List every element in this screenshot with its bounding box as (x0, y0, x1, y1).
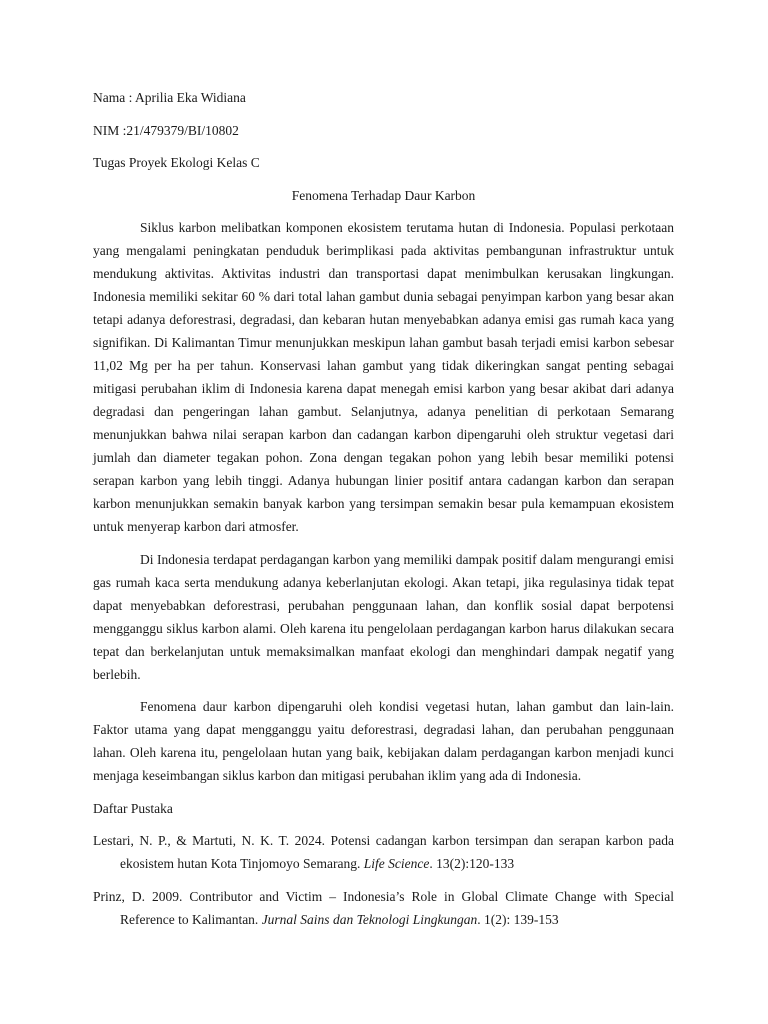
body-paragraph-2: Di Indonesia terdapat perdagangan karbon yang memiliki dampak positif dalam mengurangi emisi gas rumah kaca serta mendukung adanya keberlanjutan ekologi. Akan tetapi, jika regulasinya tidak tepat dapat menyebabkan deforestrasi, perubahan penggunaan lahan, dan konflik sosial dapat berpotensi mengganggu siklus karbon alami. Oleh karena itu pengelolaan perdagangan karbon harus dilakukan secara tepat dan berkelanjutan untuk memaksimalkan manfaat ekologi dan menghindari dampak negatif yang berlebih. (93, 551, 674, 682)
reference-item-2 (93, 885, 674, 931)
student-nim: NIM :21/479379/BI/10802 (93, 122, 239, 138)
reference-1-journal: Life Science (363, 856, 430, 871)
assignment-label: Tugas Proyek Ekologi Kelas C (93, 155, 260, 170)
body-paragraph-1: Siklus karbon melibatkan komponen ekosistem terutama hutan di Indonesia. Populasi perkotaan yang mengalami peningkatan penduduk berimplikasi pada aktivitas pembangunan infrastruktur untuk mendukung aktivitas. Aktivitas industri dan transportasi dapat menimbulkan kerusakan lingkungan. Indonesia memiliki sekitar 60 % dari total lahan gambut dunia sebagai penyimpan karbon yang besar akan tetapi adanya deforestrasi, degradasi, dan kebaran hutan menyebabkan adanya emisi gas rumah kaca yang signifikan. Di Kalimantan Timur menunjukkan meskipun lahan gambut basah terjadi emisi karbon sebesar 11,02 Mg per ha per tahun. Konservasi lahan gambut yang tidak dikeringkan sangat penting sebagai mitigasi perubahan iklim di Indonesia karena dapat menegah emisi karbon yang besar akibat dari adanya degradasi dan pengeringan lahan gambut. Selanjutnya, adanya penelitian di perkotaan Semarang menunjukkan bahwa nilai serapan karbon dan cadangan karbon dipengaruhi oleh struktur vegetasi dari jumlah dan diameter tegakan pohon. Zona dengan tegakan pohon yang lebih besar memiliki potensi serapan karbon yang lebih tinggi. Adanya hubungan linier positif antara cadangan karbon dan serapan karbon menunjukkan semakin banyak karbon yang tersimpan semakin besar pula kemampuan ekosistem untuk menyerap karbon dari atmosfer. (93, 220, 674, 534)
reference-2-authors-title: Prinz, D. 2009. Contributor and Victim – Indonesia’s Role in Global Climate Change with Special Reference to Kalimantan. (93, 888, 674, 927)
student-name: Nama : Aprilia Eka Widiana (93, 90, 246, 105)
reference-2-journal: Jurnal Sains dan Teknologi Lingkungan (261, 911, 478, 927)
body-paragraph-3: Fenomena daur karbon dipengaruhi oleh kondisi vegetasi hutan, lahan gambut dan lain-lain. Faktor utama yang dapat mengganggu yaitu deforestrasi, degradasi lahan, dan perubahan penggunaan lahan. Oleh karena itu, pengelolaan hutan yang baik, kebijakan dalam perdagangan karbon menjadi kunci menjaga keseimbangan siklus karbon dan mitigasi perubahan iklim yang ada di Indonesia. (93, 699, 674, 783)
reference-2-volume: . 1(2): 139-153 (477, 911, 559, 927)
reference-item-1 (93, 829, 674, 875)
reference-1-authors-title: Lestari, N. P., & Martuti, N. K. T. 2024. Potensi cadangan karbon tersimpan dan serapan karbon pada ekosistem hutan Kota Tinjomoyo Semarang. (93, 833, 674, 871)
reference-1-volume: . 13(2):120-133 (429, 856, 515, 871)
references-heading: Daftar Pustaka (93, 800, 173, 816)
document-title: Fenomena Terhadap Daur Karbon (291, 187, 476, 203)
